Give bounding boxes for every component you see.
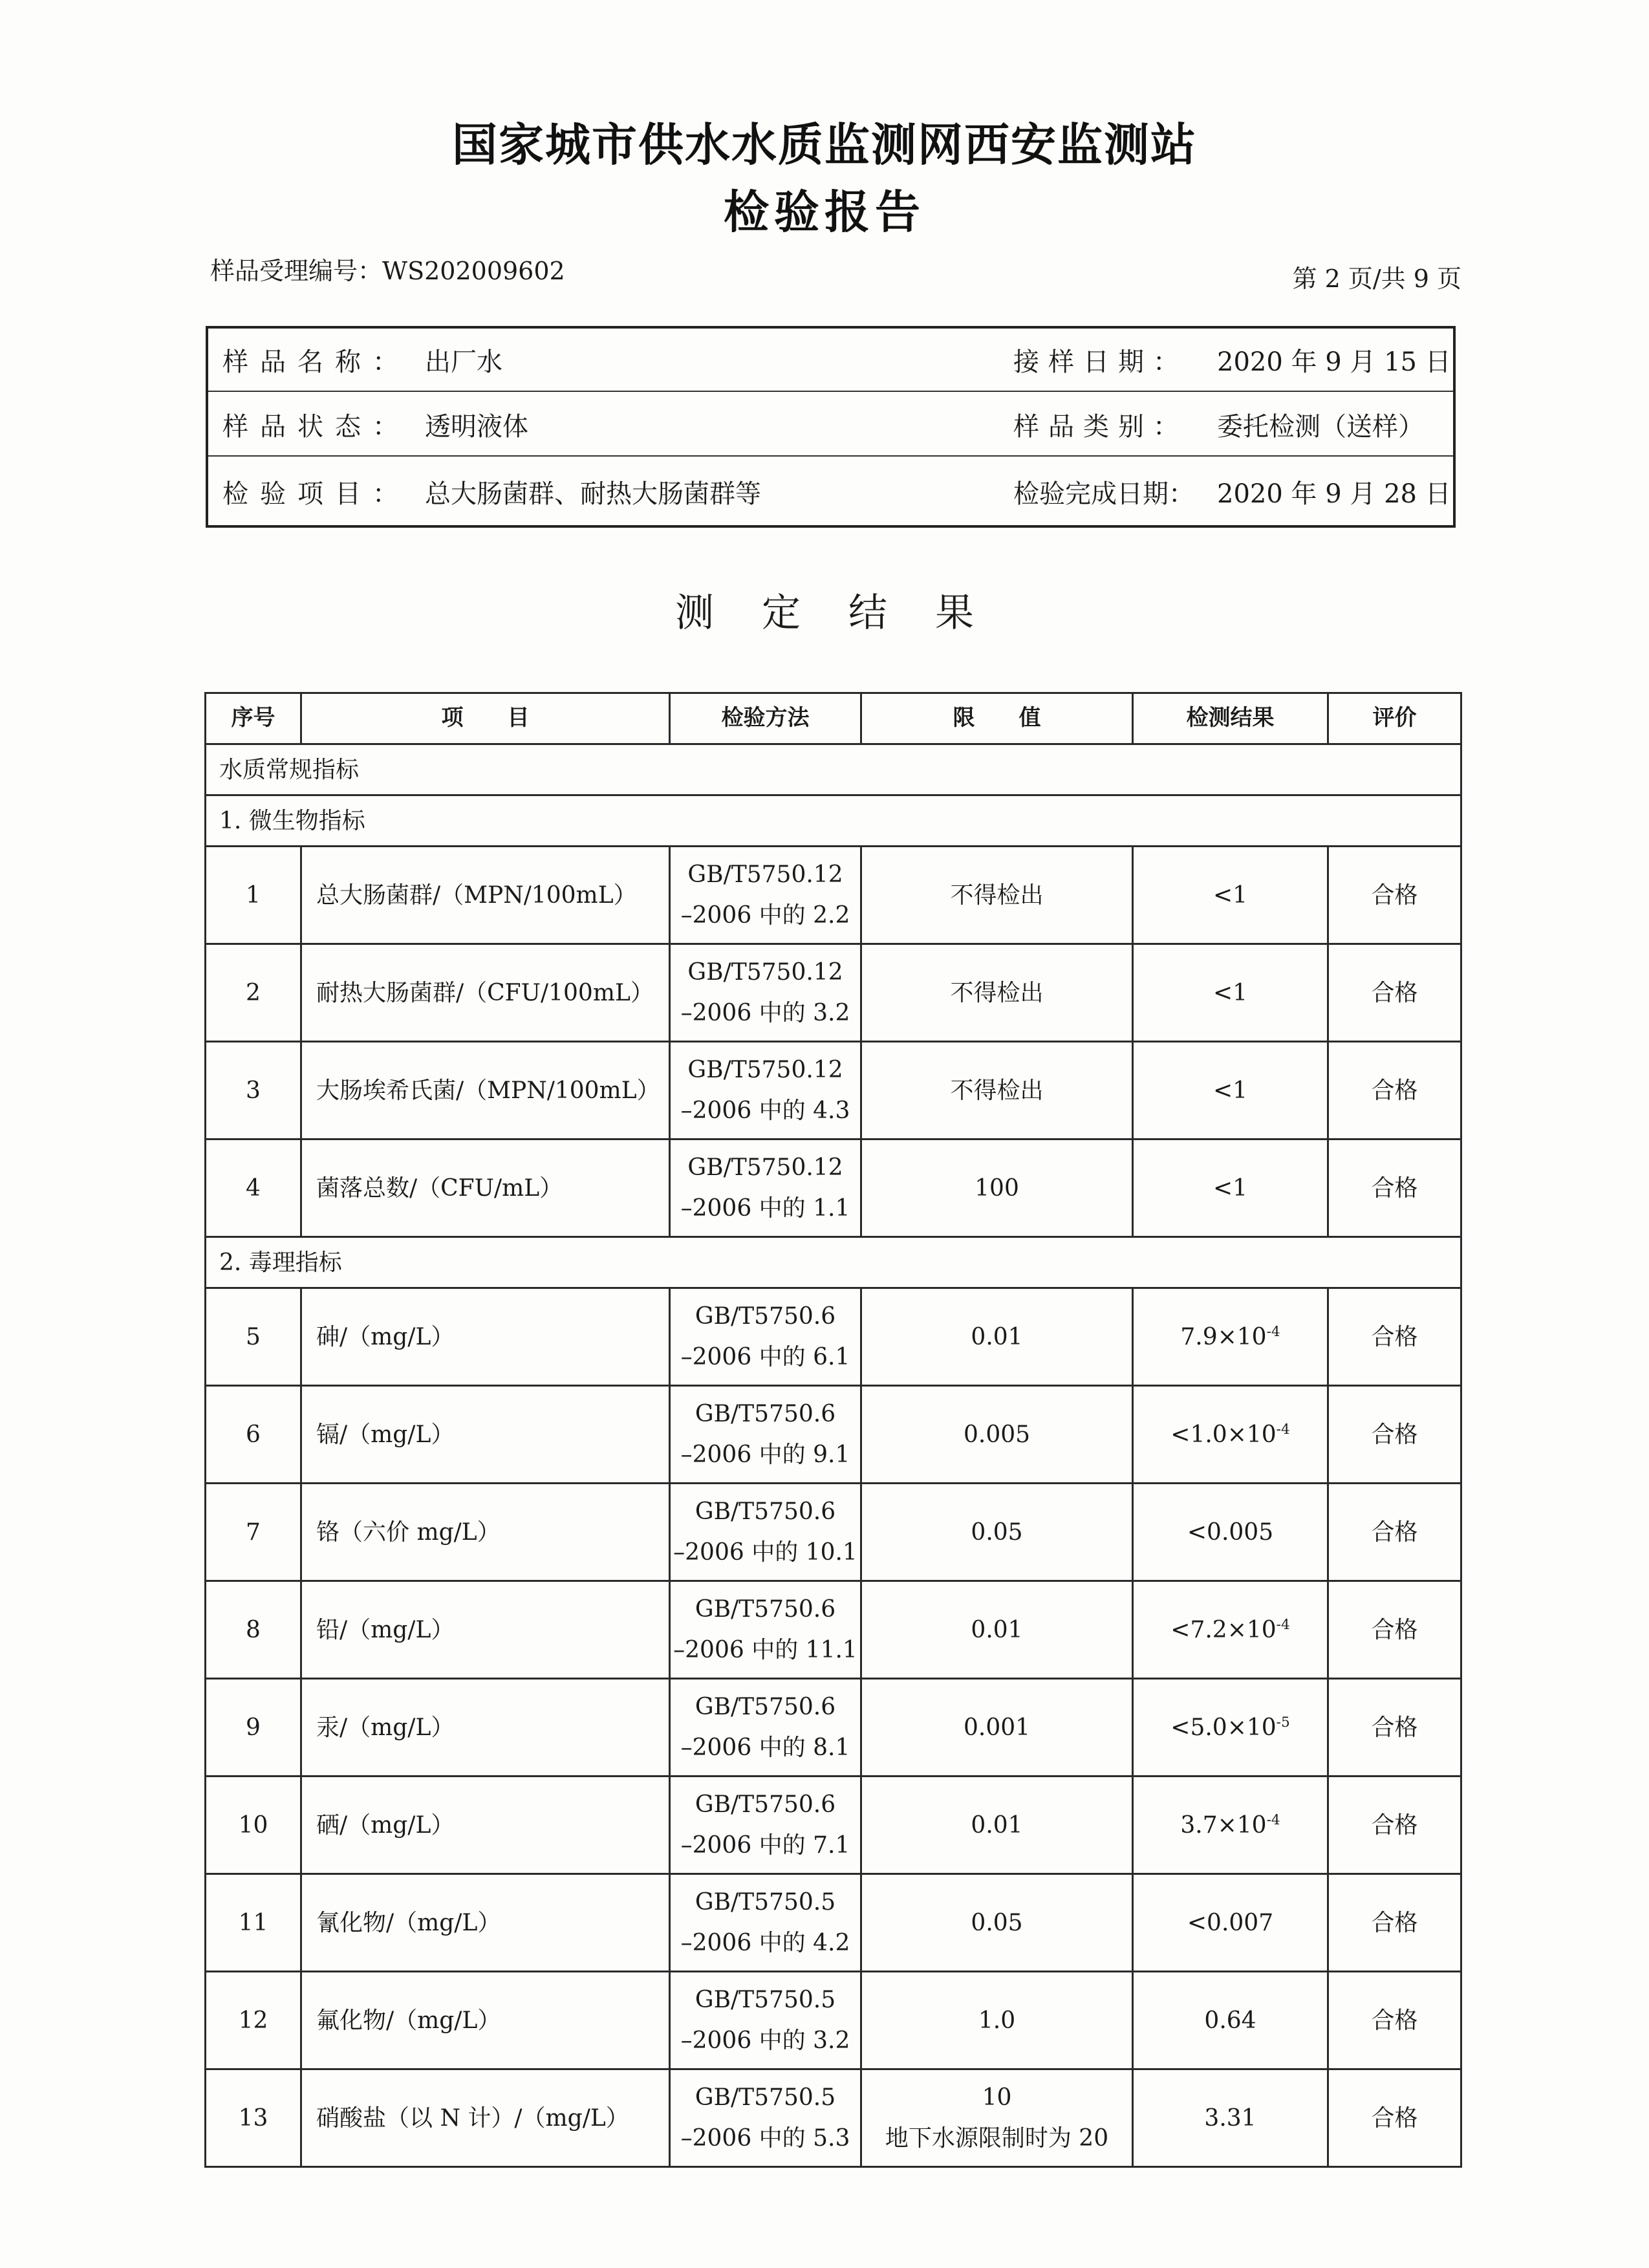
group-row: [206, 795, 1461, 847]
limit-value: 0.05: [971, 1518, 1023, 1546]
limit-cell: [861, 1679, 1133, 1777]
sample-category-value: 委托检测（送样）: [1217, 411, 1424, 442]
method-standard: GB/T5750.12: [687, 1154, 843, 1181]
item-name: 耐热大肠菌群/（CFU/100mL）: [301, 944, 670, 1042]
row-number: 13: [206, 2069, 301, 2167]
limit-cell: [861, 847, 1133, 944]
row-number: 12: [206, 1972, 301, 2069]
result-cell: [1133, 847, 1328, 944]
method-clause: –2006 中的 10.1: [673, 1539, 857, 1566]
table-row: [206, 1042, 1461, 1139]
result-cell: [1133, 1386, 1328, 1484]
item-name: 砷/（mg/L）: [301, 1288, 670, 1386]
result-cell: [1133, 2069, 1328, 2167]
limit-value: 100: [975, 1174, 1019, 1202]
method-clause: –2006 中的 3.2: [680, 2027, 850, 2054]
limit-value: 0.01: [971, 1616, 1023, 1643]
header-eval: 评价: [1328, 693, 1461, 744]
accession-number: WS202009602: [382, 257, 565, 285]
limit-value: 0.01: [971, 1811, 1023, 1839]
result-cell: [1133, 1874, 1328, 1972]
evaluation: 合格: [1328, 1581, 1461, 1679]
limit-cell: [861, 1288, 1133, 1386]
evaluation: 合格: [1328, 1777, 1461, 1874]
result-cell: [1133, 1139, 1328, 1237]
limit-cell: [861, 1484, 1133, 1581]
finish-date-value: 2020 年 9 月 28 日: [1217, 479, 1451, 509]
method-cell: [670, 1042, 861, 1139]
table-header-row: [206, 693, 1461, 744]
limit-value: 0.001: [963, 1714, 1031, 1741]
org-title: 国家城市供水水质监测网西安监测站: [452, 118, 1197, 171]
header-method: 检验方法: [670, 693, 861, 744]
evaluation: 合格: [1328, 944, 1461, 1042]
result-exponent: -4: [1266, 1323, 1280, 1340]
section-title: 测定结果: [675, 590, 1022, 636]
method-cell: [670, 1679, 861, 1777]
limit-cell: [861, 1777, 1133, 1874]
result-value: <1: [1212, 979, 1248, 1006]
method-standard: GB/T5750.12: [687, 861, 843, 888]
table-row: [206, 1972, 1461, 2069]
limit-cell: [861, 1139, 1133, 1237]
row-number: 11: [206, 1874, 301, 1972]
table-row: [206, 1679, 1461, 1777]
result-value: <1: [1212, 881, 1248, 909]
method-clause: –2006 中的 8.1: [680, 1734, 850, 1761]
evaluation: 合格: [1328, 1972, 1461, 2069]
result-value: <7.2×10: [1170, 1616, 1277, 1643]
row-number: 4: [206, 1139, 301, 1237]
evaluation: 合格: [1328, 1484, 1461, 1581]
group-row: [206, 1237, 1461, 1288]
table-row: [206, 1386, 1461, 1484]
item-name: 氰化物/（mg/L）: [301, 1874, 670, 1972]
row-number: 7: [206, 1484, 301, 1581]
finish-date-label: 检验完成日期：: [1013, 479, 1194, 509]
receive-date-label: 接样日期：: [1013, 347, 1188, 377]
item-name: 氟化物/（mg/L）: [301, 1972, 670, 2069]
receive-date-value: 2020 年 9 月 15 日: [1217, 347, 1451, 377]
table-row: [206, 1777, 1461, 1874]
result-cell: [1133, 1042, 1328, 1139]
result-value: 3.31: [1204, 2104, 1256, 2132]
method-standard: GB/T5750.6: [695, 1596, 836, 1623]
result-cell: [1133, 1288, 1328, 1386]
limit-value: 不得检出: [950, 979, 1044, 1006]
method-cell: [670, 1581, 861, 1679]
limit-cell: [861, 1581, 1133, 1679]
result-exponent: -4: [1276, 1616, 1290, 1633]
limit-value: 0.01: [971, 1323, 1023, 1350]
item-name: 硝酸盐（以 N 计）/（mg/L）: [301, 2069, 670, 2167]
limit-value: 0.005: [963, 1421, 1031, 1448]
sample-category-label: 样品类别：: [1013, 411, 1188, 442]
accession-label: 样品受理编号：: [210, 257, 383, 285]
limit-value: 0.05: [971, 1909, 1023, 1936]
evaluation: 合格: [1328, 2069, 1461, 2167]
method-standard: GB/T5750.6: [695, 1791, 836, 1818]
limit-cell: [861, 2069, 1133, 2167]
sample-name-label: 样品名称：: [222, 347, 410, 377]
evaluation: 合格: [1328, 1139, 1461, 1237]
limit-value: 不得检出: [950, 881, 1044, 909]
evaluation: 合格: [1328, 1874, 1461, 1972]
method-cell: [670, 1386, 861, 1484]
header-no: 序号: [206, 693, 301, 744]
method-standard: GB/T5750.12: [687, 959, 843, 986]
result-value: 7.9×10: [1180, 1323, 1267, 1350]
method-standard: GB/T5750.6: [695, 1401, 836, 1427]
header-limit: 限 值: [861, 693, 1133, 744]
method-standard: GB/T5750.5: [695, 1987, 836, 2013]
row-number: 8: [206, 1581, 301, 1679]
item-name: 总大肠菌群/（MPN/100mL）: [301, 847, 670, 944]
row-number: 9: [206, 1679, 301, 1777]
method-cell: [670, 2069, 861, 2167]
method-standard: GB/T5750.6: [695, 1694, 836, 1720]
sample-name-value: 出厂水: [425, 347, 502, 377]
table-row: [206, 1484, 1461, 1581]
limit-cell: [861, 944, 1133, 1042]
method-clause: –2006 中的 7.1: [680, 1832, 850, 1859]
method-clause: –2006 中的 4.2: [680, 1930, 850, 1956]
result-cell: [1133, 1581, 1328, 1679]
table-row: [206, 1874, 1461, 1972]
limit-note: 地下水源限制时为 20: [885, 2125, 1109, 2152]
test-items-label: 检验项目：: [222, 479, 410, 509]
sample-info-row: [208, 329, 1453, 392]
results-body: [206, 744, 1461, 2167]
result-value: <5.0×10: [1170, 1714, 1277, 1741]
limit-value: 不得检出: [950, 1077, 1044, 1104]
result-value: <1.0×10: [1170, 1421, 1277, 1448]
test-items-value: 总大肠菌群、耐热大肠菌群等: [425, 479, 761, 509]
row-number: 5: [206, 1288, 301, 1386]
result-exponent: -4: [1276, 1421, 1290, 1438]
table-row: [206, 1139, 1461, 1237]
method-clause: –2006 中的 4.3: [680, 1097, 850, 1124]
result-cell: [1133, 1679, 1328, 1777]
method-standard: GB/T5750.5: [695, 1889, 836, 1916]
table-row: [206, 847, 1461, 944]
item-name: 菌落总数/（CFU/mL）: [301, 1139, 670, 1237]
result-value: <0.007: [1187, 1909, 1274, 1936]
table-row: [206, 1581, 1461, 1679]
result-cell: [1133, 1972, 1328, 2069]
category-row: [206, 744, 1461, 795]
result-value: <1: [1212, 1174, 1248, 1202]
table-row: [206, 2069, 1461, 2167]
evaluation: 合格: [1328, 1042, 1461, 1139]
limit-value: 1.0: [978, 2007, 1016, 2034]
method-cell: [670, 1484, 861, 1581]
method-clause: –2006 中的 5.3: [680, 2125, 850, 2152]
category-label: 水质常规指标: [206, 744, 1461, 795]
method-cell: [670, 1972, 861, 2069]
row-number: 2: [206, 944, 301, 1042]
method-standard: GB/T5750.5: [695, 2084, 836, 2111]
method-clause: –2006 中的 6.1: [680, 1344, 850, 1370]
sample-state-label: 样品状态：: [222, 411, 410, 442]
sample-info-box: [206, 326, 1456, 528]
method-cell: [670, 1139, 861, 1237]
result-value: 3.7×10: [1180, 1811, 1267, 1839]
table-row: [206, 944, 1461, 1042]
results-table: [204, 692, 1462, 2168]
item-name: 镉/（mg/L）: [301, 1386, 670, 1484]
evaluation: 合格: [1328, 847, 1461, 944]
method-clause: –2006 中的 3.2: [680, 1000, 850, 1026]
result-value: <0.005: [1187, 1518, 1274, 1546]
row-number: 10: [206, 1777, 301, 1874]
evaluation: 合格: [1328, 1386, 1461, 1484]
method-cell: [670, 1874, 861, 1972]
method-clause: –2006 中的 1.1: [680, 1195, 850, 1222]
table-row: [206, 1288, 1461, 1386]
header-result: 检测结果: [1133, 693, 1328, 744]
method-clause: –2006 中的 9.1: [680, 1442, 850, 1468]
result-exponent: -5: [1276, 1714, 1290, 1731]
sample-state-value: 透明液体: [425, 411, 528, 442]
result-value: <1: [1212, 1077, 1248, 1104]
group-title: 1. 微生物指标: [206, 795, 1461, 847]
header-item: 项 目: [301, 693, 670, 744]
method-cell: [670, 847, 861, 944]
result-value: 0.64: [1204, 2007, 1256, 2034]
item-name: 大肠埃希氏菌/（MPN/100mL）: [301, 1042, 670, 1139]
result-cell: [1133, 1777, 1328, 1874]
item-name: 硒/（mg/L）: [301, 1777, 670, 1874]
method-standard: GB/T5750.6: [695, 1303, 836, 1330]
row-number: 3: [206, 1042, 301, 1139]
sample-info-row: [208, 458, 1453, 525]
row-number: 1: [206, 847, 301, 944]
limit-cell: [861, 1874, 1133, 1972]
method-cell: [670, 1288, 861, 1386]
result-exponent: -4: [1266, 1811, 1280, 1828]
item-name: 铬（六价 mg/L）: [301, 1484, 670, 1581]
method-clause: –2006 中的 2.2: [680, 902, 850, 929]
method-cell: [670, 944, 861, 1042]
evaluation: 合格: [1328, 1679, 1461, 1777]
accession-line: [210, 251, 565, 286]
item-name: 汞/（mg/L）: [301, 1679, 670, 1777]
result-cell: [1133, 1484, 1328, 1581]
method-standard: GB/T5750.12: [687, 1057, 843, 1083]
report-title: 检验报告: [724, 186, 925, 239]
page-info: 第 2 页/共 9 页: [1292, 265, 1461, 293]
limit-value: 10: [982, 2084, 1012, 2111]
sample-info-row: [208, 393, 1453, 457]
method-cell: [670, 1777, 861, 1874]
group-title: 2. 毒理指标: [206, 1237, 1461, 1288]
evaluation: 合格: [1328, 1288, 1461, 1386]
result-cell: [1133, 944, 1328, 1042]
row-number: 6: [206, 1386, 301, 1484]
item-name: 铅/（mg/L）: [301, 1581, 670, 1679]
method-clause: –2006 中的 11.1: [673, 1637, 857, 1663]
method-standard: GB/T5750.6: [695, 1498, 836, 1525]
limit-cell: [861, 1042, 1133, 1139]
limit-cell: [861, 1386, 1133, 1484]
limit-cell: [861, 1972, 1133, 2069]
